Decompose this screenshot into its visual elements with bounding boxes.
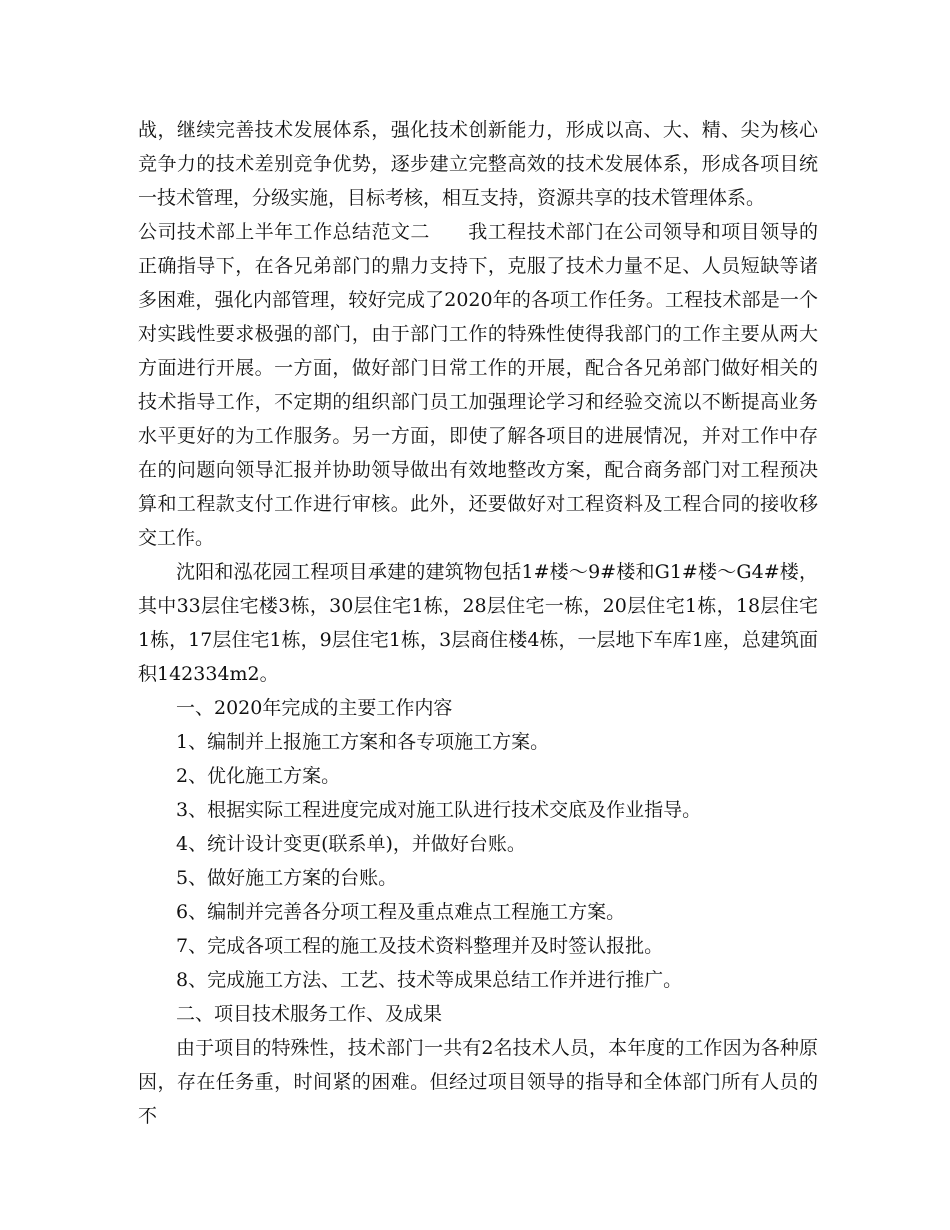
document-body (138, 113, 818, 1133)
section-1-item: 1、编制并上报施工方案和各专项施工方案。 (176, 731, 550, 753)
intro-text: 我工程技术部门在公司领导和项目领导的正确指导下，在各兄弟部门的鼎力支持下，克服了技术力量不足、人员短缺等诸多困难，强化内部管理，较好完成了2020年的各项工作任务。工程技术部是一个对实践性要求极强的部门，由于部门工作的特殊性使得我部门的工作主要从两大方面进行开展。一方面，做好部门日常工作的开展，配合各兄弟部门做好相关的技术指导工作，不定期的组织部门员工加强理论学习和经验交流以不断提高业务水平更好的为工作服务。另一方面，即使了解各项目的进展情况，并对工作中存在的问题向领导汇报并协助领导做出有效地整改方案，配合商务部门对工程预决算和工程款支付工作进行审核。此外，还要做好对工程资料及工程合同的接收移交工作。 (138, 221, 818, 549)
section-1-item: 6、编制并完善各分项工程及重点难点工程施工方案。 (176, 901, 626, 923)
section-1-item: 2、优化施工方案。 (176, 765, 341, 787)
continuation-paragraph: 战，继续完善技术发展体系，强化技术创新能力，形成以高、大、精、尖为核心竞争力的技术差别竞争优势，逐步建立完整高效的技术发展体系，形成各项目统一技术管理，分级实施，目标考核，相互支持，资源共享的技术管理体系。 (138, 119, 818, 209)
intro-paragraph (138, 215, 818, 555)
section-1-item: 3、根据实际工程进度完成对施工队进行技术交底及作业指导。 (176, 799, 702, 821)
section-1-item: 5、做好施工方案的台账。 (176, 867, 398, 889)
section-1-heading: 一、2020年完成的主要工作内容 (176, 697, 453, 719)
section-2-heading: 二、项目技术服务工作、及成果 (176, 1003, 443, 1025)
section-2-paragraph: 由于项目的特殊性，技术部门一共有2名技术人员，本年度的工作因为各种原因，存在任务重，时间紧的困难。但经过项目领导的指导和全体部门所有人员的不 (138, 1037, 818, 1127)
section-1-item: 4、统计设计变更(联系单)，并做好台账。 (176, 833, 526, 855)
section-1-item: 8、完成施工方法、工艺、技术等成果总结工作并进行推广。 (176, 969, 683, 991)
document-title: 公司技术部上半年工作总结范文二 (138, 221, 430, 243)
section-1-item: 7、完成各项工程的施工及技术资料整理并及时签认报批。 (176, 935, 664, 957)
project-paragraph: 沈阳和泓花园工程项目承建的建筑物包括1#楼～9#楼和G1#楼～G4#楼，其中33层住宅楼3栋，30层住宅1栋，28层住宅一栋，20层住宅1栋，18层住宅1栋，17层住宅1栋，9层住宅1栋，3层商住楼4栋，一层地下车库1座，总建筑面积142334m2。 (138, 561, 818, 685)
